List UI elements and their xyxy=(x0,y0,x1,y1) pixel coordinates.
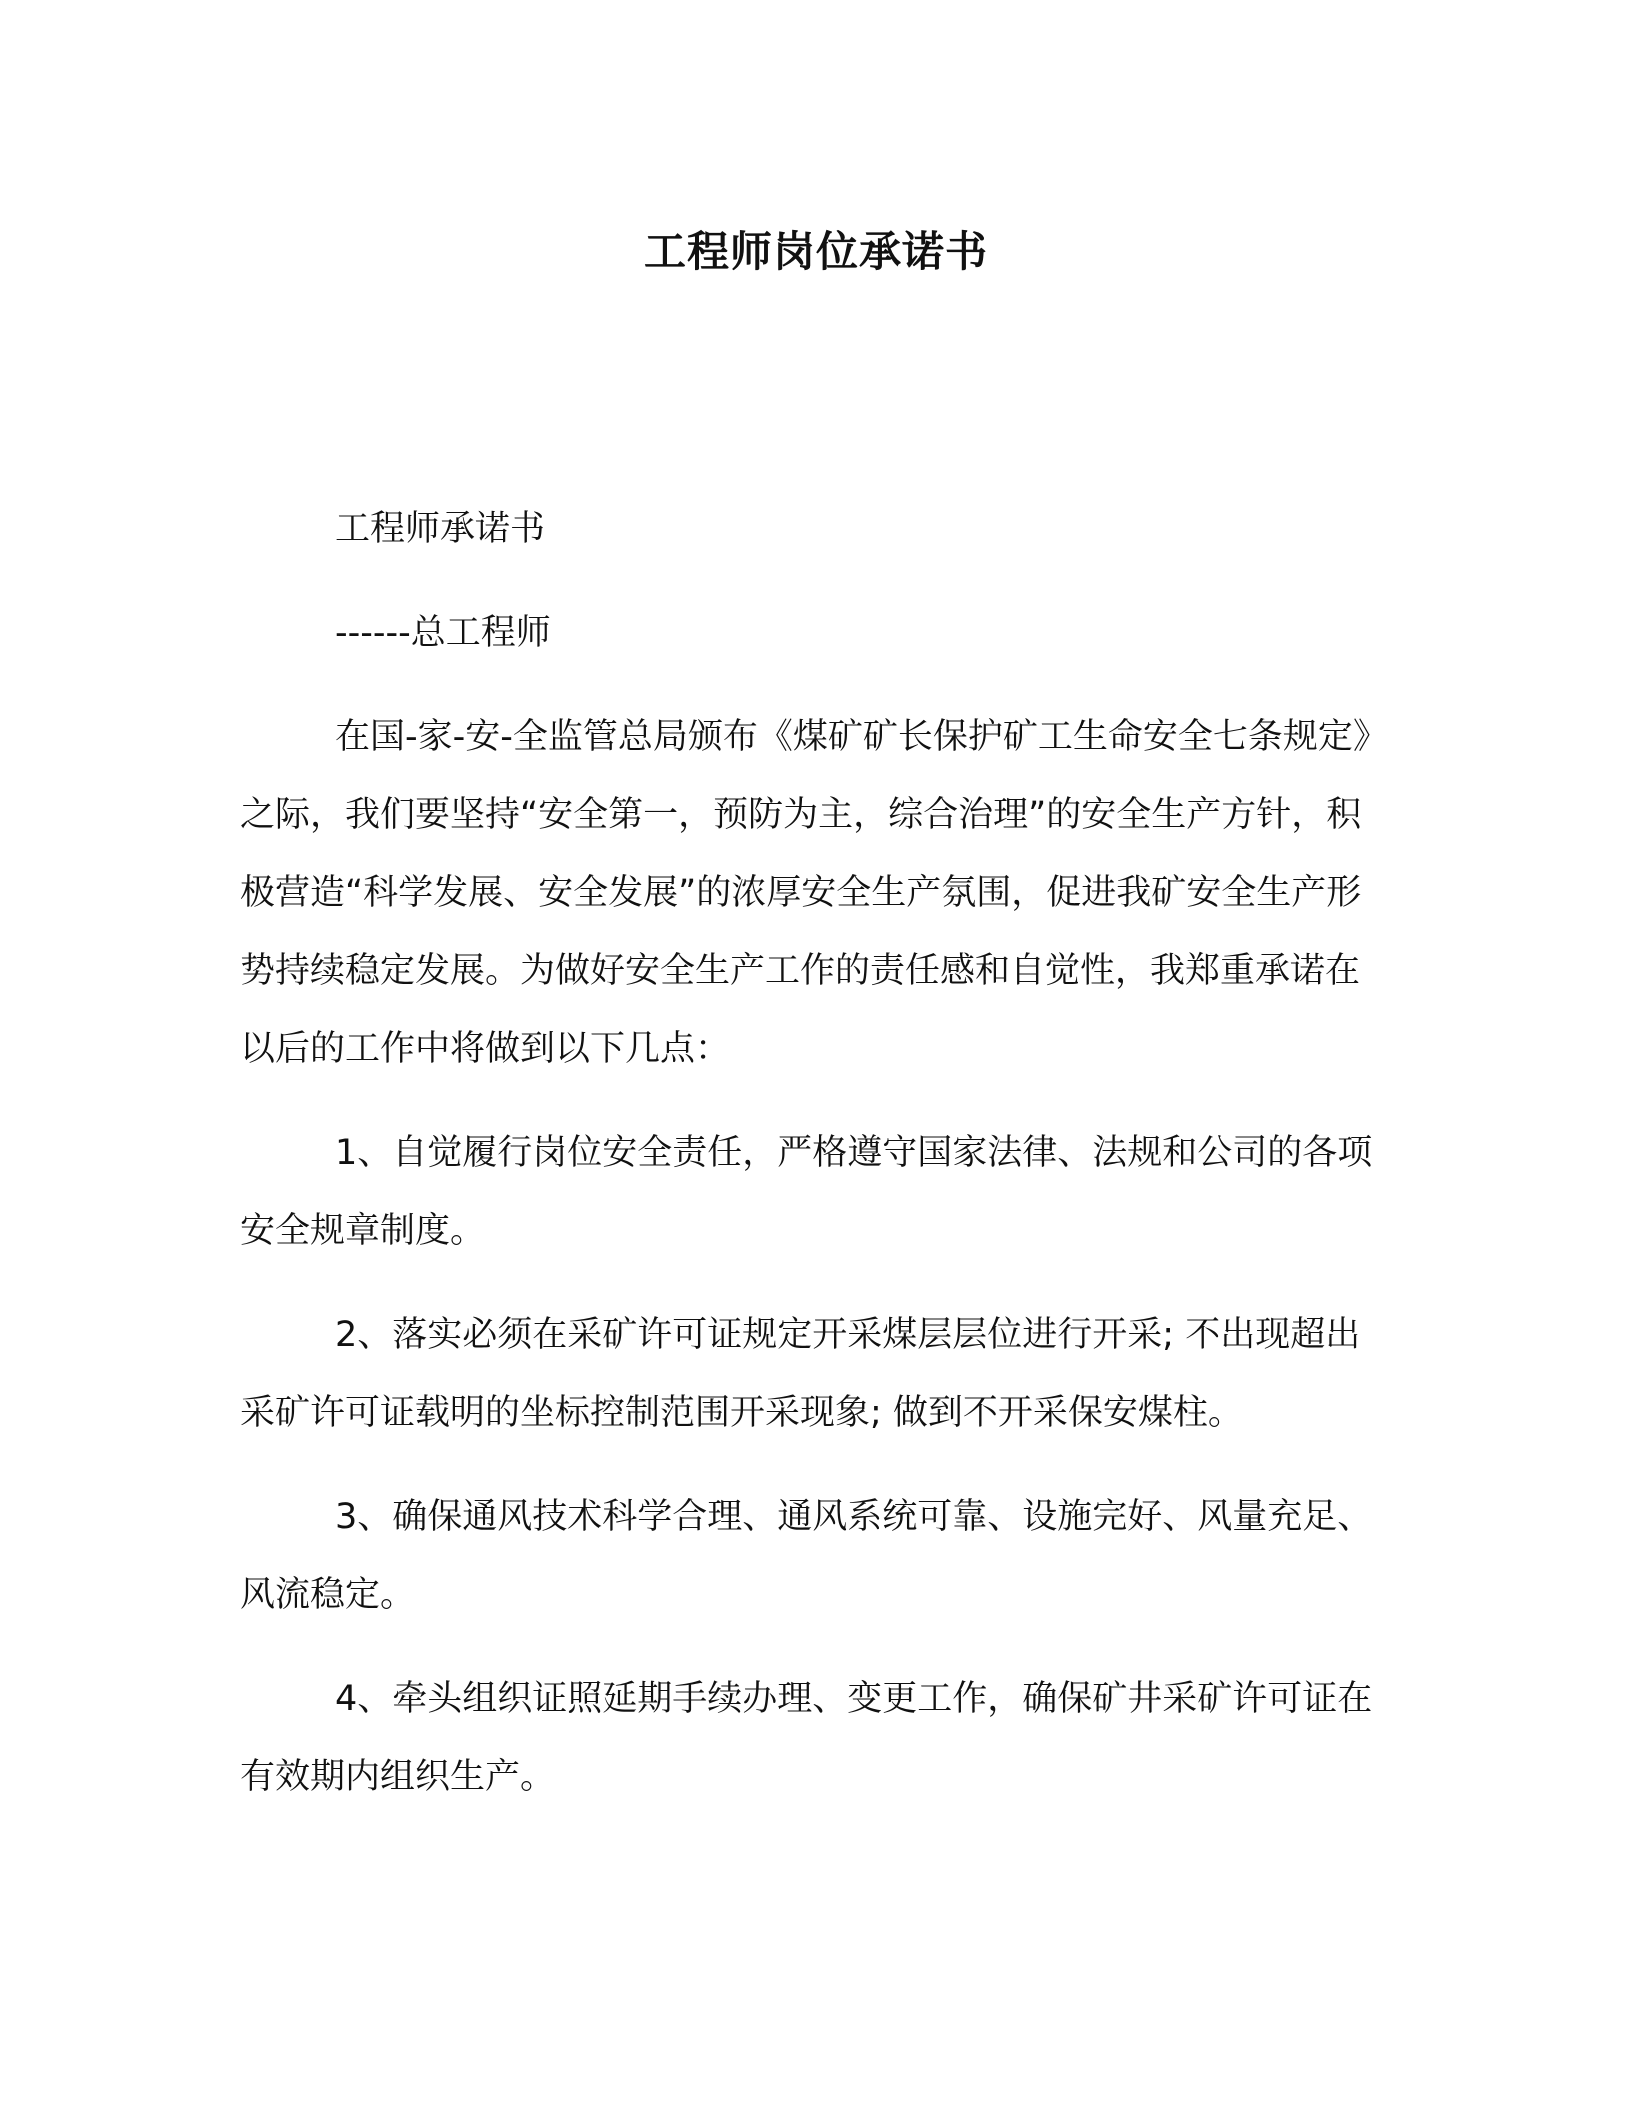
document-body xyxy=(240,490,1390,1842)
commitment-item-2: 2、落实必须在采矿许可证规定开采煤层层位进行开采; 不出现超出采矿许可证载明的坐标控制范围开采现象; 做到不开采保安煤柱。 xyxy=(240,1315,1361,1433)
letter-heading: 工程师承诺书 xyxy=(335,509,546,549)
document-title: 工程师岗位承诺书 xyxy=(643,227,988,276)
signature-line: ------总工程师 xyxy=(335,613,551,653)
intro-paragraph: 在国-家-安-全监管总局颁布《煤矿矿长保护矿工生命安全七条规定》之际，我们要坚持“安全第一，预防为主，综合治理”的安全生产方针，积极营造“科学发展、安全发展”的浓厚安全生产氛围，促进我矿安全生产形势持续稳定发展。为做好安全生产工作的责任感和自觉性，我郑重承诺在以后的工作中将做到以下几点： xyxy=(240,717,1388,1069)
commitment-item-1: 1、自觉履行岗位安全责任，严格遵守国家法律、法规和公司的各项安全规章制度。 xyxy=(240,1133,1373,1251)
commitment-item-3: 3、确保通风技术科学合理、通风系统可靠、设施完好、风量充足、风流稳定。 xyxy=(240,1497,1373,1615)
commitment-item-4: 4、牵头组织证照延期手续办理、变更工作，确保矿井采矿许可证在有效期内组织生产。 xyxy=(240,1679,1373,1797)
